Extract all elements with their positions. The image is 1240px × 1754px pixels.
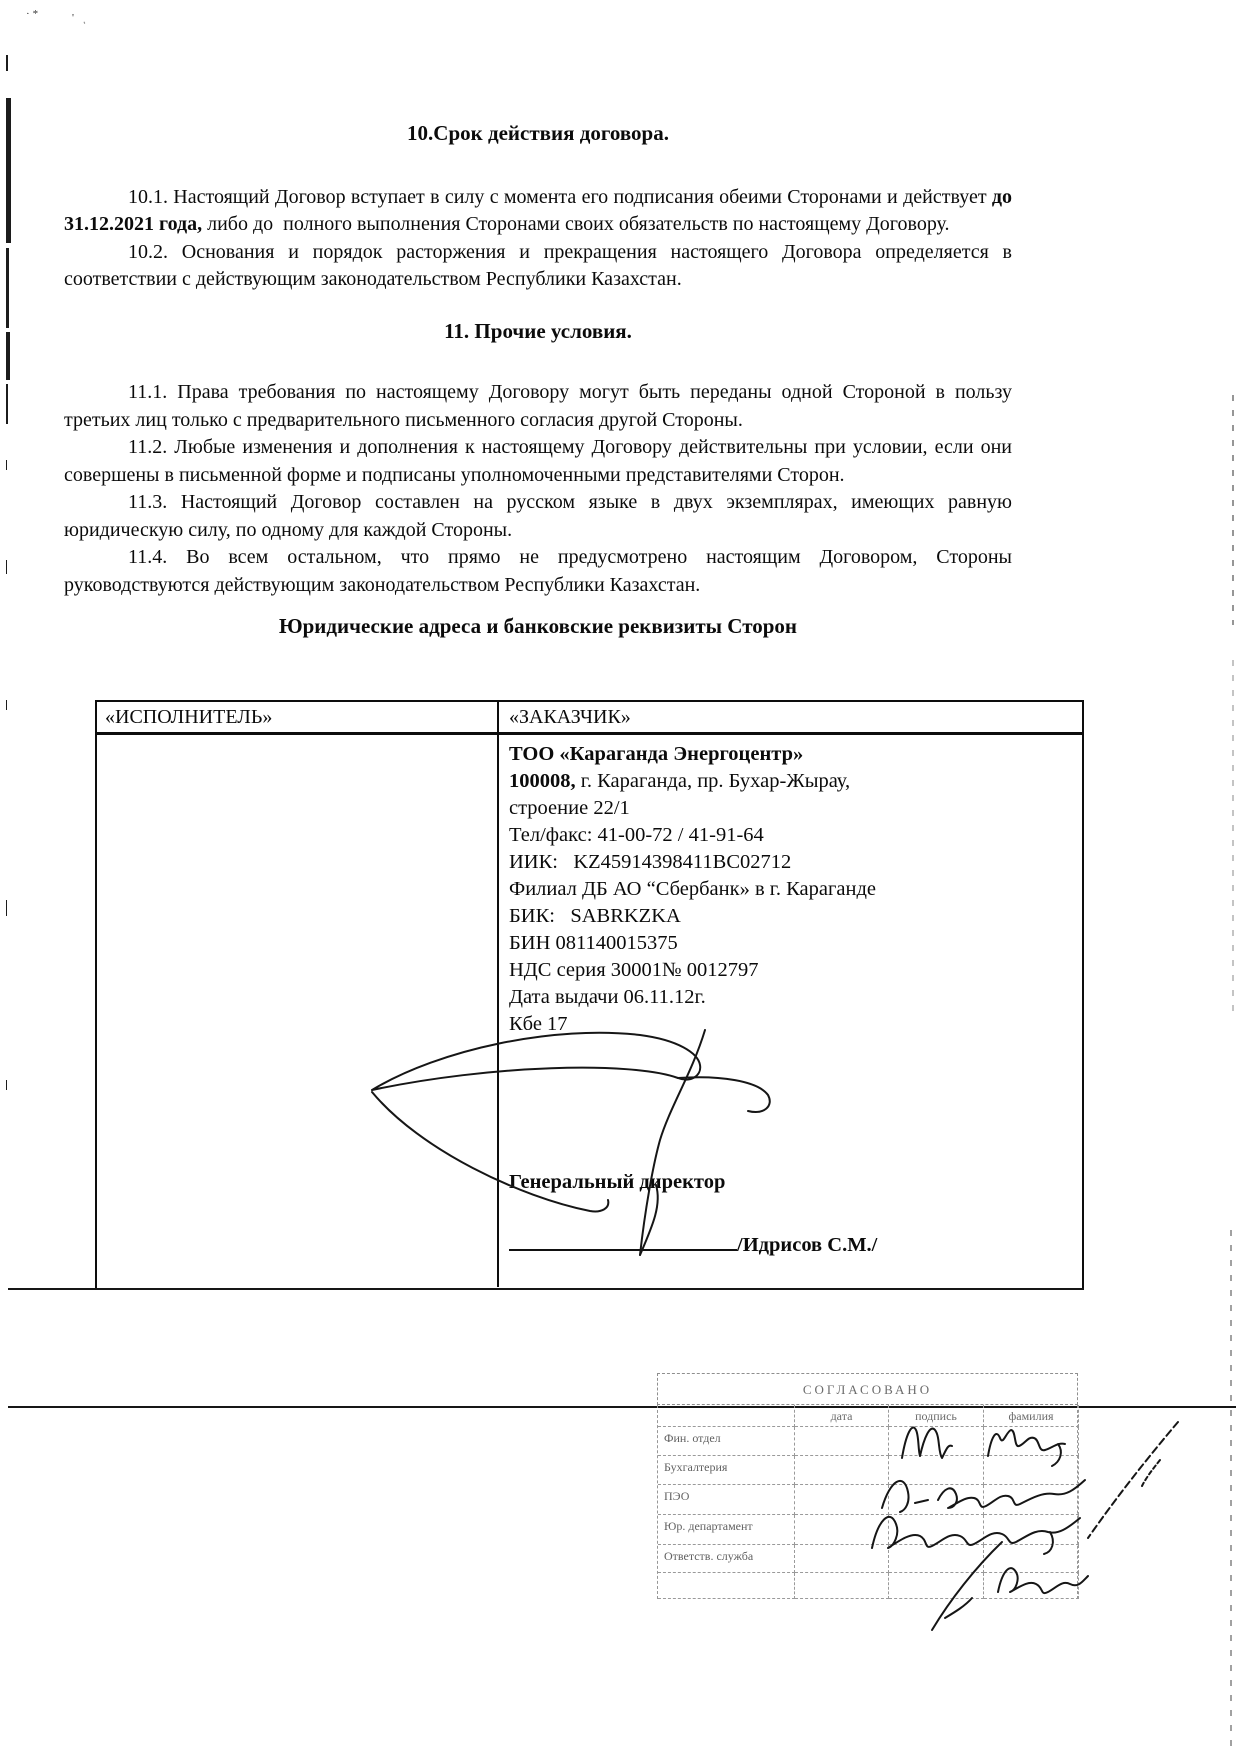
customer-street: г. Караганда, пр. Бухар-Жырау, — [575, 770, 851, 792]
customer-postcode: 100008, — [509, 770, 576, 792]
requisites-table-header — [97, 702, 1082, 735]
scan-edge-line — [1230, 1230, 1232, 1754]
stamp-col-date: дата — [795, 1405, 889, 1427]
stamp-col-surname: фамилия — [984, 1405, 1079, 1427]
scan-speck: ·* — [26, 8, 42, 20]
header-cell-executor: «ИСПОЛНИТЕЛЬ» — [97, 702, 499, 732]
director-name: /Идрисов С.М./ — [737, 1234, 878, 1256]
stamp-row-label: Юр. департамент — [658, 1515, 795, 1545]
customer-bin: БИН 081140015375 — [509, 932, 678, 954]
clause-10-1-text: 10.1. Настоящий Договор вступает в силу с момента его подписания обеими Сторонами и действует — [128, 185, 992, 208]
section-10-title: 10.Срок действия договора. — [407, 121, 669, 145]
stamp-row-label: Фин. отдел — [658, 1427, 795, 1456]
page-fold-line — [8, 1288, 1084, 1290]
stamp-row-label: Бухгалтерия — [658, 1456, 795, 1485]
customer-iik: ИИК: KZ45914398411BC02712 — [509, 851, 792, 873]
stamp-col-signature: подпись — [889, 1405, 984, 1427]
clause-10-1-date-bold: до 31.12.2021 года, — [64, 185, 1017, 235]
scan-edge-line — [1232, 660, 1234, 1020]
director-signature-handwriting — [340, 1015, 810, 1265]
approval-signatures-handwriting — [860, 1400, 1190, 1660]
customer-company: ТОО «Караганда Энергоцентр» — [509, 743, 804, 765]
stamp-row-label — [658, 1573, 795, 1599]
clause-11-4: 11.4. Во всем остальном, что прямо не предусмотрено настоящим Договором, Стороны руководствуются действующим законодательством Республики Казахстан. — [64, 546, 1017, 596]
customer-address-2: строение 22/1 — [509, 797, 630, 819]
customer-address — [509, 768, 1082, 795]
scan-binding-artifacts — [3, 40, 15, 1140]
customer-phone: Тел/факс: 41-00-72 / 41-91-64 — [509, 824, 764, 846]
clause-10-2: 10.2. Основания и порядок расторжения и прекращения настоящего Договора определяется в соответствии с действующим законодательством Республики Казахстан. — [64, 240, 1017, 290]
scan-edge-line — [1232, 395, 1234, 625]
requisites-caption: Юридические адреса и банковские реквизиты Сторон — [278, 614, 798, 638]
customer-bik: БИК: SABRKZKA — [509, 905, 681, 927]
customer-bank: Филиал ДБ АО “Сбербанк» в г. Караганде — [509, 878, 876, 900]
customer-nds: НДС серия 30001№ 0012797 — [509, 959, 759, 981]
clause-10-1 — [64, 184, 1017, 239]
clause-11-1: 11.1. Права требования по настоящему Договору могут быть переданы одной Стороной в пользу третьих лиц только с предварительного письменного согласия другой Стороны. — [64, 381, 1017, 431]
stamp-row-label: ПЭО — [658, 1485, 795, 1515]
director-title: Генеральный директор — [509, 1171, 726, 1193]
customer-kbe: Кбе 17 — [509, 1013, 568, 1035]
clause-10-1-text-end: либо до полного выполнения Сторонами своих обязательств по настоящему Договору. — [202, 213, 950, 235]
scan-speck: ' ͺ — [72, 12, 90, 24]
stamp-corner-cell — [658, 1405, 795, 1427]
clause-11-3: 11.3. Настоящий Договор составлен на русском языке в двух экземплярах, имеющих равную юридическую силу, по одному для каждой Стороны. — [64, 491, 1017, 541]
stamp-title: СОГЛАСОВАНО — [657, 1373, 1078, 1405]
customer-issue-date: Дата выдачи 06.11.12г. — [509, 986, 706, 1008]
section-11-title: 11. Прочие условия. — [444, 318, 632, 343]
clause-11-2: 11.2. Любые изменения и дополнения к настоящему Договору действительны при условии, если они совершены в письменной форме и подписаны уполномоченными представителями Сторон. — [64, 436, 1017, 486]
header-cell-customer: «ЗАКАЗЧИК» — [509, 706, 631, 728]
contract-text — [64, 120, 1017, 641]
stamp-row-label: Ответств. служба — [658, 1545, 795, 1573]
